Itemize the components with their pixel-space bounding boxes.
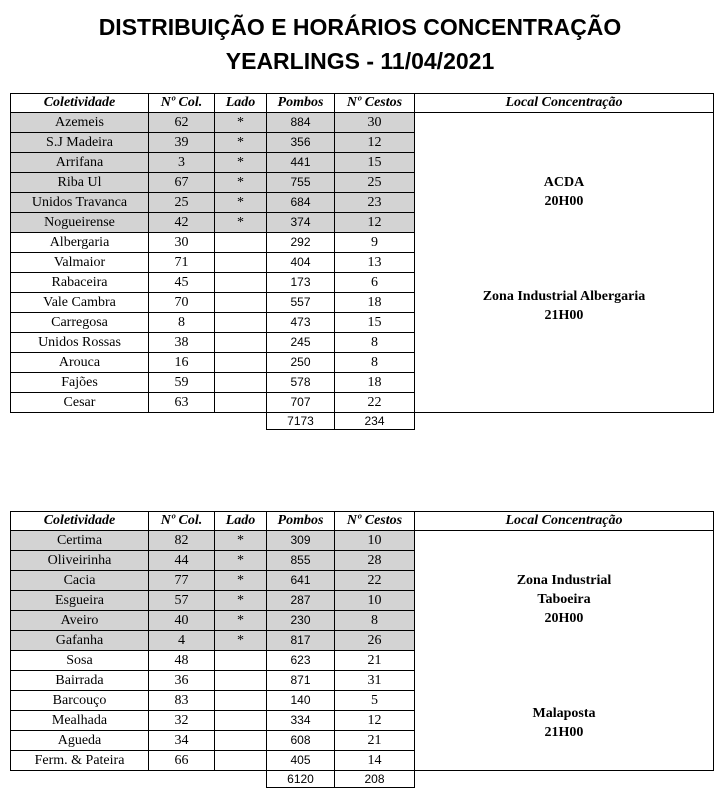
spacer: [415, 211, 713, 287]
empty-cell: [215, 413, 267, 430]
coletividade-cell: Unidos Rossas: [11, 333, 149, 353]
coletividade-cell: Oliveirinha: [11, 551, 149, 571]
lado-cell: *: [215, 611, 267, 631]
coletividade-cell: Carregosa: [11, 313, 149, 333]
coletividade-cell: Bairrada: [11, 671, 149, 691]
n-col-cell: 71: [149, 253, 215, 273]
lado-cell: [215, 253, 267, 273]
n-col-cell: 25: [149, 193, 215, 213]
lado-cell: [215, 711, 267, 731]
lado-cell: *: [215, 153, 267, 173]
header-lado: Lado: [215, 94, 267, 113]
coletividade-cell: Cacia: [11, 571, 149, 591]
pombos-cell: 641: [267, 571, 335, 591]
coletividade-cell: Sosa: [11, 651, 149, 671]
n-cestos-cell: 25: [335, 173, 415, 193]
n-cestos-cell: 26: [335, 631, 415, 651]
n-cestos-cell: 22: [335, 393, 415, 413]
header-local-concentracao: Local Concentração: [415, 512, 714, 531]
total-pombos: 7173: [267, 413, 335, 430]
n-cestos-cell: 18: [335, 373, 415, 393]
n-cestos-cell: 9: [335, 233, 415, 253]
coletividade-cell: Cesar: [11, 393, 149, 413]
table-header-row: [11, 512, 714, 531]
coletividade-cell: Azemeis: [11, 113, 149, 133]
spacer: [415, 113, 713, 173]
header-pombos: Pombos: [267, 94, 335, 113]
n-cestos-cell: 23: [335, 193, 415, 213]
lado-cell: *: [215, 133, 267, 153]
n-col-cell: 30: [149, 233, 215, 253]
coletividade-cell: Valmaior: [11, 253, 149, 273]
pombos-cell: 855: [267, 551, 335, 571]
lado-cell: *: [215, 193, 267, 213]
lado-cell: [215, 393, 267, 413]
spacer: [415, 628, 713, 704]
n-cestos-cell: 8: [335, 611, 415, 631]
empty-cell: [11, 771, 149, 788]
table-row: [11, 113, 714, 133]
n-cestos-cell: 18: [335, 293, 415, 313]
coletividade-cell: S.J Madeira: [11, 133, 149, 153]
n-cestos-cell: 15: [335, 153, 415, 173]
n-cestos-cell: 6: [335, 273, 415, 293]
header-n-cestos: Nº Cestos: [335, 94, 415, 113]
n-cestos-cell: 12: [335, 711, 415, 731]
n-cestos-cell: 21: [335, 731, 415, 751]
n-cestos-cell: 8: [335, 333, 415, 353]
local-name: Zona Industrial Albergaria: [482, 289, 646, 304]
local-time: 20H00: [544, 611, 584, 626]
n-cestos-cell: 12: [335, 213, 415, 233]
n-col-cell: 16: [149, 353, 215, 373]
pombos-cell: 230: [267, 611, 335, 631]
lado-cell: [215, 233, 267, 253]
lado-cell: [215, 731, 267, 751]
header-coletividade: Coletividade: [11, 94, 149, 113]
n-cestos-cell: 10: [335, 591, 415, 611]
coletividade-cell: Unidos Travanca: [11, 193, 149, 213]
n-col-cell: 40: [149, 611, 215, 631]
pombos-cell: 557: [267, 293, 335, 313]
lado-cell: *: [215, 113, 267, 133]
pombos-cell: 250: [267, 353, 335, 373]
n-cestos-cell: 21: [335, 651, 415, 671]
n-col-cell: 39: [149, 133, 215, 153]
n-cestos-cell: 13: [335, 253, 415, 273]
empty-cell: [415, 771, 714, 788]
lado-cell: [215, 691, 267, 711]
n-col-cell: 63: [149, 393, 215, 413]
pombos-cell: 441: [267, 153, 335, 173]
pombos-cell: 473: [267, 313, 335, 333]
n-cestos-cell: 12: [335, 133, 415, 153]
table-row: [11, 531, 714, 551]
n-cestos-cell: 14: [335, 751, 415, 771]
header-n-cestos: Nº Cestos: [335, 512, 415, 531]
local-name: Taboeira: [537, 592, 591, 607]
local-name: ACDA: [543, 175, 585, 190]
n-cestos-cell: 5: [335, 691, 415, 711]
local-time: 20H00: [544, 194, 584, 209]
lado-cell: *: [215, 571, 267, 591]
lado-cell: [215, 353, 267, 373]
pombos-cell: 578: [267, 373, 335, 393]
pombos-cell: 405: [267, 751, 335, 771]
pombos-cell: 245: [267, 333, 335, 353]
lado-cell: [215, 293, 267, 313]
totals-row: [11, 771, 714, 788]
coletividade-cell: Aveiro: [11, 611, 149, 631]
n-col-cell: 42: [149, 213, 215, 233]
n-col-cell: 83: [149, 691, 215, 711]
totals-row: [11, 413, 714, 430]
coletividade-cell: Albergaria: [11, 233, 149, 253]
local-time: 21H00: [544, 725, 584, 740]
coletividade-cell: Vale Cambra: [11, 293, 149, 313]
coletividade-cell: Barcouço: [11, 691, 149, 711]
pombos-cell: 173: [267, 273, 335, 293]
lado-cell: [215, 671, 267, 691]
local-concentracao-cell: [415, 113, 714, 413]
lado-cell: *: [215, 591, 267, 611]
n-col-cell: 44: [149, 551, 215, 571]
spacer: [415, 531, 713, 571]
coletividade-cell: Certima: [11, 531, 149, 551]
coletividade-cell: Gafanha: [11, 631, 149, 651]
n-col-cell: 36: [149, 671, 215, 691]
pombos-cell: 287: [267, 591, 335, 611]
pombos-cell: 623: [267, 651, 335, 671]
n-col-cell: 62: [149, 113, 215, 133]
empty-cell: [149, 413, 215, 430]
concentration-table-2: [10, 511, 714, 788]
coletividade-cell: Riba Ul: [11, 173, 149, 193]
n-col-cell: 45: [149, 273, 215, 293]
header-local-concentracao: Local Concentração: [415, 94, 714, 113]
n-col-cell: 66: [149, 751, 215, 771]
table-header-row: [11, 94, 714, 113]
pombos-cell: 817: [267, 631, 335, 651]
lado-cell: [215, 373, 267, 393]
empty-cell: [215, 771, 267, 788]
coletividade-cell: Agueda: [11, 731, 149, 751]
local-time: 21H00: [544, 308, 584, 323]
coletividade-cell: Arouca: [11, 353, 149, 373]
n-col-cell: 3: [149, 153, 215, 173]
lado-cell: *: [215, 173, 267, 193]
pombos-cell: 334: [267, 711, 335, 731]
document-title: DISTRIBUIÇÃO E HORÁRIOS CONCENTRAÇÃO: [98, 14, 622, 40]
n-col-cell: 34: [149, 731, 215, 751]
pombos-cell: 404: [267, 253, 335, 273]
coletividade-cell: Nogueirense: [11, 213, 149, 233]
lado-cell: [215, 273, 267, 293]
n-col-cell: 82: [149, 531, 215, 551]
local-name: Malaposta: [532, 706, 596, 721]
n-cestos-cell: 30: [335, 113, 415, 133]
lado-cell: *: [215, 551, 267, 571]
lado-cell: [215, 333, 267, 353]
pombos-cell: 884: [267, 113, 335, 133]
n-cestos-cell: 22: [335, 571, 415, 591]
n-col-cell: 8: [149, 313, 215, 333]
n-col-cell: 32: [149, 711, 215, 731]
n-col-cell: 38: [149, 333, 215, 353]
n-col-cell: 70: [149, 293, 215, 313]
coletividade-cell: Fajões: [11, 373, 149, 393]
n-cestos-cell: 8: [335, 353, 415, 373]
coletividade-cell: Mealhada: [11, 711, 149, 731]
pombos-cell: 707: [267, 393, 335, 413]
empty-cell: [149, 771, 215, 788]
pombos-cell: 755: [267, 173, 335, 193]
n-col-cell: 77: [149, 571, 215, 591]
lado-cell: *: [215, 213, 267, 233]
total-pombos: 6120: [267, 771, 335, 788]
n-col-cell: 59: [149, 373, 215, 393]
total-cestos: 234: [335, 413, 415, 430]
n-cestos-cell: 15: [335, 313, 415, 333]
coletividade-cell: Arrifana: [11, 153, 149, 173]
coletividade-cell: Rabaceira: [11, 273, 149, 293]
lado-cell: *: [215, 631, 267, 651]
n-cestos-cell: 28: [335, 551, 415, 571]
header-coletividade: Coletividade: [11, 512, 149, 531]
pombos-cell: 292: [267, 233, 335, 253]
pombos-cell: 684: [267, 193, 335, 213]
pombos-cell: 309: [267, 531, 335, 551]
local-name: Zona Industrial: [516, 573, 612, 588]
header-lado: Lado: [215, 512, 267, 531]
pombos-cell: 871: [267, 671, 335, 691]
header-n-col: Nº Col.: [149, 512, 215, 531]
lado-cell: [215, 313, 267, 333]
document-subtitle: YEARLINGS - 11/04/2021: [225, 48, 495, 74]
pombos-cell: 356: [267, 133, 335, 153]
pombos-cell: 374: [267, 213, 335, 233]
empty-cell: [11, 413, 149, 430]
n-col-cell: 48: [149, 651, 215, 671]
header-n-col: Nº Col.: [149, 94, 215, 113]
n-cestos-cell: 31: [335, 671, 415, 691]
n-col-cell: 57: [149, 591, 215, 611]
local-concentracao-cell: [415, 531, 714, 771]
lado-cell: [215, 651, 267, 671]
coletividade-cell: Ferm. & Pateira: [11, 751, 149, 771]
lado-cell: *: [215, 531, 267, 551]
n-col-cell: 67: [149, 173, 215, 193]
coletividade-cell: Esgueira: [11, 591, 149, 611]
total-cestos: 208: [335, 771, 415, 788]
concentration-table-1: [10, 93, 714, 430]
pombos-cell: 140: [267, 691, 335, 711]
n-col-cell: 4: [149, 631, 215, 651]
n-cestos-cell: 10: [335, 531, 415, 551]
empty-cell: [415, 413, 714, 430]
lado-cell: [215, 751, 267, 771]
header-pombos: Pombos: [267, 512, 335, 531]
pombos-cell: 608: [267, 731, 335, 751]
